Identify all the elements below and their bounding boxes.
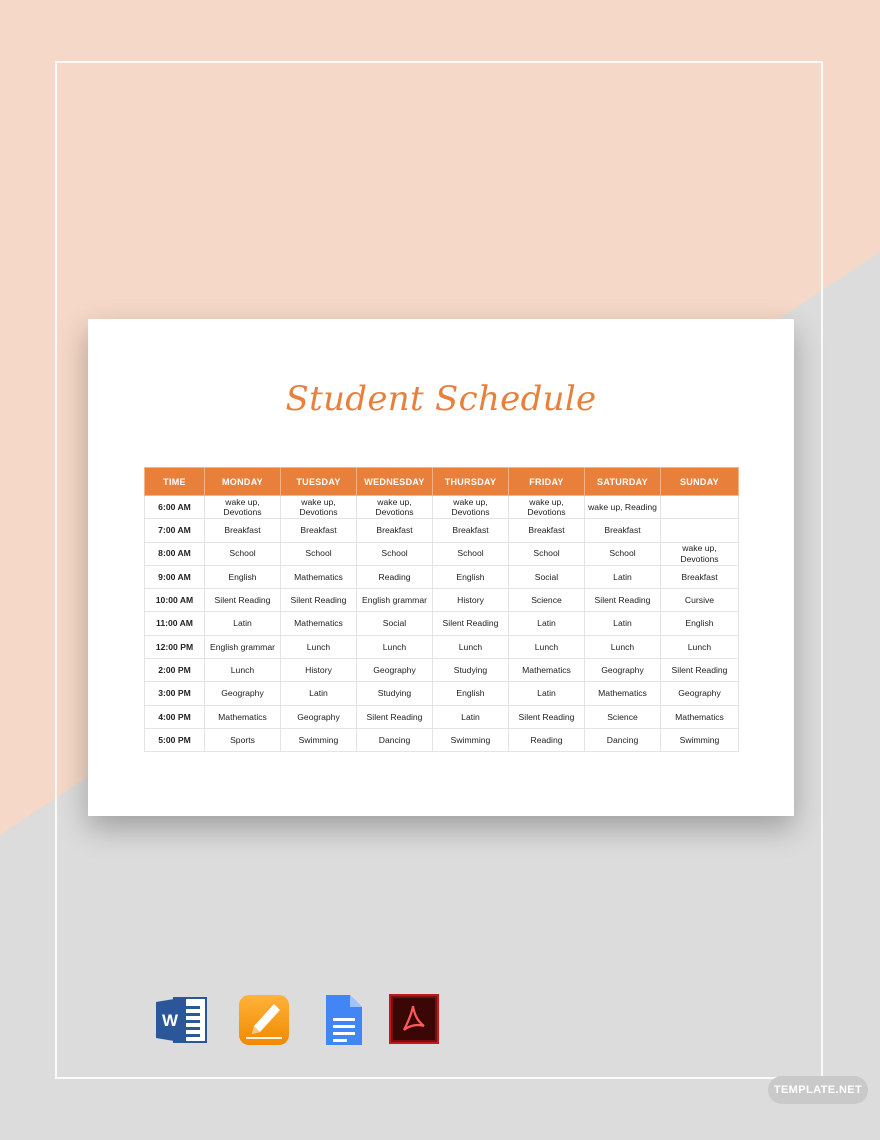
google-docs-icon[interactable] (318, 994, 370, 1046)
schedule-cell: Mathematics (661, 705, 739, 728)
schedule-cell: School (509, 542, 585, 565)
table-row (145, 542, 739, 565)
time-cell: 9:00 AM (145, 565, 205, 588)
time-cell: 8:00 AM (145, 542, 205, 565)
schedule-cell: Breakfast (433, 519, 509, 542)
schedule-cell: Studying (357, 682, 433, 705)
schedule-cell: Silent Reading (357, 705, 433, 728)
time-cell: 5:00 PM (145, 728, 205, 751)
schedule-cell: Breakfast (357, 519, 433, 542)
table-row (145, 496, 739, 519)
time-cell: 2:00 PM (145, 659, 205, 682)
document-title: Student Schedule (285, 379, 597, 419)
column-header: MONDAY (205, 468, 281, 496)
table-row (145, 705, 739, 728)
schedule-cell: School (433, 542, 509, 565)
schedule-cell: Lunch (205, 659, 281, 682)
schedule-cell: Latin (585, 612, 661, 635)
time-cell: 3:00 PM (145, 682, 205, 705)
schedule-cell: wake up, Devotions (205, 496, 281, 519)
schedule-cell: Silent Reading (509, 705, 585, 728)
table-row (145, 635, 739, 658)
schedule-cell: Dancing (585, 728, 661, 751)
schedule-cell: Breakfast (205, 519, 281, 542)
schedule-cell: Lunch (281, 635, 357, 658)
pages-icon[interactable] (238, 994, 290, 1046)
column-header: SUNDAY (661, 468, 739, 496)
schedule-cell: Silent Reading (281, 589, 357, 612)
schedule-cell: History (433, 589, 509, 612)
schedule-cell: History (281, 659, 357, 682)
column-header: TUESDAY (281, 468, 357, 496)
schedule-cell: Mathematics (205, 705, 281, 728)
schedule-cell: Latin (433, 705, 509, 728)
schedule-cell: Lunch (357, 635, 433, 658)
schedule-cell: Dancing (357, 728, 433, 751)
schedule-cell: Latin (281, 682, 357, 705)
table-row (145, 565, 739, 588)
time-cell: 11:00 AM (145, 612, 205, 635)
schedule-cell: Swimming (281, 728, 357, 751)
schedule-cell: wake up, Devotions (661, 542, 739, 565)
schedule-cell: Studying (433, 659, 509, 682)
schedule-cell: Lunch (585, 635, 661, 658)
schedule-cell: wake up, Reading (585, 496, 661, 519)
schedule-cell: School (585, 542, 661, 565)
schedule-cell: Latin (509, 612, 585, 635)
time-cell: 6:00 AM (145, 496, 205, 519)
schedule-cell: Cursive (661, 589, 739, 612)
schedule-cell: English (433, 565, 509, 588)
schedule-cell: Mathematics (509, 659, 585, 682)
schedule-cell: Silent Reading (433, 612, 509, 635)
schedule-cell: Lunch (509, 635, 585, 658)
pdf-icon[interactable] (388, 994, 440, 1046)
schedule-cell: Social (509, 565, 585, 588)
time-cell: 12:00 PM (145, 635, 205, 658)
schedule-cell: English grammar (205, 635, 281, 658)
table-row (145, 682, 739, 705)
schedule-cell: School (281, 542, 357, 565)
time-cell: 4:00 PM (145, 705, 205, 728)
schedule-cell: School (205, 542, 281, 565)
schedule-cell: Mathematics (281, 565, 357, 588)
schedule-cell: English (205, 565, 281, 588)
schedule-cell: wake up, Devotions (281, 496, 357, 519)
schedule-cell: Lunch (433, 635, 509, 658)
schedule-cell: Latin (509, 682, 585, 705)
column-header: FRIDAY (509, 468, 585, 496)
table-row (145, 612, 739, 635)
template-net-badge[interactable]: TEMPLATE.NET (768, 1076, 868, 1104)
schedule-cell: Silent Reading (585, 589, 661, 612)
schedule-cell: Swimming (433, 728, 509, 751)
schedule-cell: Reading (357, 565, 433, 588)
table-header-row (145, 468, 739, 496)
schedule-cell: Breakfast (661, 565, 739, 588)
schedule-cell: wake up, Devotions (357, 496, 433, 519)
document-sheet (88, 319, 794, 816)
schedule-cell: Breakfast (281, 519, 357, 542)
column-header: WEDNESDAY (357, 468, 433, 496)
schedule-cell: Mathematics (281, 612, 357, 635)
schedule-cell: English grammar (357, 589, 433, 612)
schedule-cell: English (661, 612, 739, 635)
schedule-cell: Science (585, 705, 661, 728)
column-header: SATURDAY (585, 468, 661, 496)
schedule-cell: Social (357, 612, 433, 635)
schedule-cell: Geography (585, 659, 661, 682)
schedule-cell: Latin (585, 565, 661, 588)
table-row (145, 728, 739, 751)
schedule-cell: Sports (205, 728, 281, 751)
time-cell: 10:00 AM (145, 589, 205, 612)
column-header: TIME (145, 468, 205, 496)
schedule-table (144, 467, 739, 752)
schedule-cell: Reading (509, 728, 585, 751)
schedule-cell: Latin (205, 612, 281, 635)
schedule-cell: Lunch (661, 635, 739, 658)
schedule-cell (661, 519, 739, 542)
schedule-cell: Silent Reading (661, 659, 739, 682)
table-row (145, 659, 739, 682)
schedule-cell (661, 496, 739, 519)
schedule-cell: Mathematics (585, 682, 661, 705)
time-cell: 7:00 AM (145, 519, 205, 542)
schedule-cell: Breakfast (509, 519, 585, 542)
word-icon-letter: W (161, 1011, 179, 1030)
schedule-cell: English (433, 682, 509, 705)
schedule-cell: Geography (281, 705, 357, 728)
schedule-cell: Breakfast (585, 519, 661, 542)
schedule-cell: School (357, 542, 433, 565)
table-row (145, 589, 739, 612)
table-row (145, 519, 739, 542)
schedule-cell: Geography (205, 682, 281, 705)
column-header: THURSDAY (433, 468, 509, 496)
schedule-cell: wake up, Devotions (433, 496, 509, 519)
schedule-cell: wake up, Devotions (509, 496, 585, 519)
schedule-cell: Science (509, 589, 585, 612)
schedule-cell: Silent Reading (205, 589, 281, 612)
schedule-cell: Geography (661, 682, 739, 705)
word-icon[interactable] (156, 994, 208, 1046)
schedule-cell: Swimming (661, 728, 739, 751)
schedule-cell: Geography (357, 659, 433, 682)
